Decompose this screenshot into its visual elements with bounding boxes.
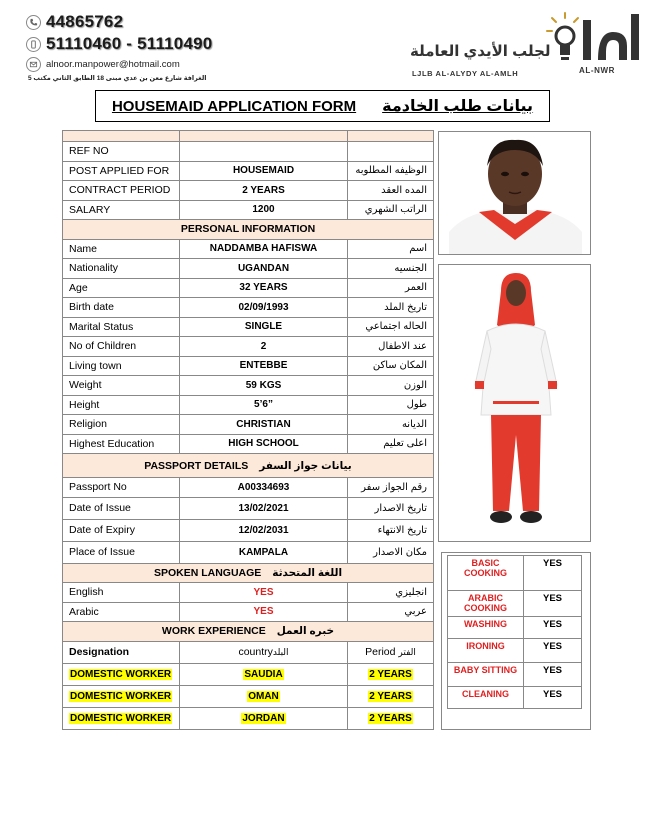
column-header-country-arabic: البلد [272,647,289,657]
table-row [448,687,582,709]
experience-period: 2 YEARS [369,668,412,680]
field-label-arabic: الوزن [348,376,434,396]
office-address: الغرافة شارع معن بن عدي مبنى 18 الطابق الثاني مكتب 5 [28,75,207,82]
field-label-arabic: تاريخ الانتهاء [348,519,434,541]
field-label: Marital Status [63,317,180,337]
table-row [63,356,434,376]
field-label: English [63,583,180,603]
field-label-arabic: عند الاطفال [348,337,434,357]
field-label: Passport No [63,478,180,498]
headshot-image [439,132,591,255]
phone-row-2 [26,34,326,54]
full-body-image [439,265,591,542]
field-label-arabic: الديانه [348,415,434,435]
column-header-country [180,641,348,663]
field-label: Birth date [63,298,180,318]
field-label: Living town [63,356,180,376]
table-row [448,639,582,663]
field-value: 1200 [180,200,348,220]
field-label-arabic: رقم الجواز سفر [348,478,434,498]
field-label-arabic [348,142,434,162]
field-value: HIGH SCHOOL [180,434,348,454]
table-row [63,415,434,435]
field-label: POST APPLIED FOR [63,161,180,181]
table-row [63,497,434,519]
table-row [63,259,434,279]
experience-designation: DOMESTIC WORKER [70,713,172,724]
experience-country: JORDAN [242,712,285,724]
field-value [180,142,348,162]
table-row [63,278,434,298]
section-heading-language [63,563,434,583]
mail-icon [26,57,41,72]
field-label: Highest Education [63,434,180,454]
table-row [63,161,434,181]
mobile-icon [26,37,41,52]
table-row [63,239,434,259]
phone-icon [26,15,41,30]
field-value: A00334693 [180,478,348,498]
skills-table [447,555,582,709]
full-body-photo [438,264,591,542]
section-title: PASSPORT DETAILS [144,459,249,472]
form-title-english: HOUSEMAID APPLICATION FORM [111,97,357,115]
field-value: 59 KGS [180,376,348,396]
field-label: Weight [63,376,180,396]
field-label: Nationality [63,259,180,279]
column-header-period-arabic: الفتر [398,647,416,657]
section-title: SPOKEN LANGUAGE [153,566,262,579]
field-value: 02/09/1993 [180,298,348,318]
application-table [62,130,434,730]
table-row [448,591,582,617]
logo-english-name: LJLB AL-ALYDY AL-AMLH [412,69,519,78]
table-row [63,583,434,603]
field-label-arabic: اسم [348,239,434,259]
field-label-arabic: المده العقد [348,181,434,201]
section-title-arabic: خبره العمل [276,625,335,638]
skill-name: CLEANING [448,687,524,709]
headshot-photo [438,131,591,255]
table-row [63,142,434,162]
table-row [448,663,582,687]
table-row [448,617,582,639]
field-label-arabic: تاريخ الاصدار [348,497,434,519]
field-label-arabic: العمر [348,278,434,298]
field-value: YES [180,602,348,622]
field-value: NADDAMBA HAFISWA [180,239,348,259]
table-row [63,685,434,707]
field-value: 12/02/2031 [180,519,348,541]
field-label-arabic: طول [348,395,434,415]
skill-name: WASHING [448,617,524,639]
form-title-box [95,90,550,122]
section-heading-personal [63,220,434,240]
experience-country: OMAN [248,690,279,702]
skill-value: YES [524,639,582,663]
field-value: CHRISTIAN [180,415,348,435]
phone-number-1[interactable]: 44865762 [46,12,124,31]
column-header-period [348,641,434,663]
experience-period: 2 YEARS [369,690,412,702]
experience-column-header-row [63,641,434,663]
field-label: Arabic [63,602,180,622]
field-label: Place of Issue [63,541,180,563]
section-title: PERSONAL INFORMATION [63,220,434,240]
field-label-arabic: الجنسيه [348,259,434,279]
logo-arabic-name: لجلب الأيدي العاملة [410,43,551,60]
logo-brand: AL-NWR [579,66,616,75]
experience-designation: DOMESTIC WORKER [70,691,172,702]
field-value: 2 [180,337,348,357]
skill-value: YES [524,556,582,591]
table-row [63,395,434,415]
field-label-arabic: الحاله اجتماعي [348,317,434,337]
field-label: CONTRACT PERIOD [63,181,180,201]
table-row [63,434,434,454]
company-logo [405,12,645,78]
skill-value: YES [524,617,582,639]
section-title-arabic: بيانات جواز السفر [259,459,352,472]
field-label-arabic: اعلى تعليم [348,434,434,454]
table-row [63,707,434,729]
skill-name: BABY SITTING [448,663,524,687]
field-value: 5’6” [180,395,348,415]
form-title-arabic: بيانات طلب الخادمة [382,98,534,115]
field-label-arabic: الراتب الشهري [348,200,434,220]
field-value: ENTEBBE [180,356,348,376]
column-header-country-label: country [238,646,273,658]
table-row [63,181,434,201]
table-row [63,541,434,563]
email-link[interactable]: alnoor.manpower@hotmail.com [46,59,180,70]
field-label: REF NO [63,142,180,162]
field-value: KAMPALA [180,541,348,563]
section-title-arabic: اللغة المتحدثة [272,566,343,579]
table-row [63,200,434,220]
field-value: YES [180,583,348,603]
section-heading-passport [63,454,434,478]
field-value: 2 YEARS [180,181,348,201]
experience-country: SAUDIA [244,668,283,680]
column-header-period-label: Period [365,646,396,658]
section-heading-experience [63,622,434,642]
field-value: 32 YEARS [180,278,348,298]
skill-value: YES [524,663,582,687]
column-header-designation: Designation [63,641,180,663]
field-label: Age [63,278,180,298]
contact-info [26,12,326,82]
skill-value: YES [524,687,582,709]
field-label: Height [63,395,180,415]
field-label-arabic: تاريخ الملد [348,298,434,318]
skill-name: BASIC COOKING [448,556,524,591]
field-label: Religion [63,415,180,435]
experience-period: 2 YEARS [369,712,412,724]
field-value: UGANDAN [180,259,348,279]
field-label-arabic: عربي [348,602,434,622]
field-value: SINGLE [180,317,348,337]
phone-row-1 [26,12,326,32]
table-row [63,376,434,396]
field-label: Date of Expiry [63,519,180,541]
field-value: 13/02/2021 [180,497,348,519]
skill-name: ARABIC COOKING [448,591,524,617]
field-label: No of Children [63,337,180,357]
field-label-arabic: انجليزي [348,583,434,603]
table-row [63,519,434,541]
email-row [26,57,326,72]
field-label-arabic: الوظيفه المطلوبه [348,161,434,181]
table-row [63,337,434,357]
field-label: Date of Issue [63,497,180,519]
phone-number-2[interactable]: 51110460 - 51110490 [46,34,213,53]
experience-designation: DOMESTIC WORKER [70,669,172,680]
lightbulb-logo-icon [543,12,643,68]
skill-name: IRONING [448,639,524,663]
skill-value: YES [524,591,582,617]
field-label: Name [63,239,180,259]
section-title: WORK EXPERIENCE [161,625,266,638]
table-row [63,478,434,498]
table-row [63,317,434,337]
field-label: SALARY [63,200,180,220]
table-row [63,663,434,685]
field-label-arabic: المكان ساكن [348,356,434,376]
field-label-arabic: مكان الاصدار [348,541,434,563]
table-row [63,298,434,318]
table-row [448,556,582,591]
field-value: HOUSEMAID [180,161,348,181]
table-header-row [63,131,434,142]
table-row [63,602,434,622]
